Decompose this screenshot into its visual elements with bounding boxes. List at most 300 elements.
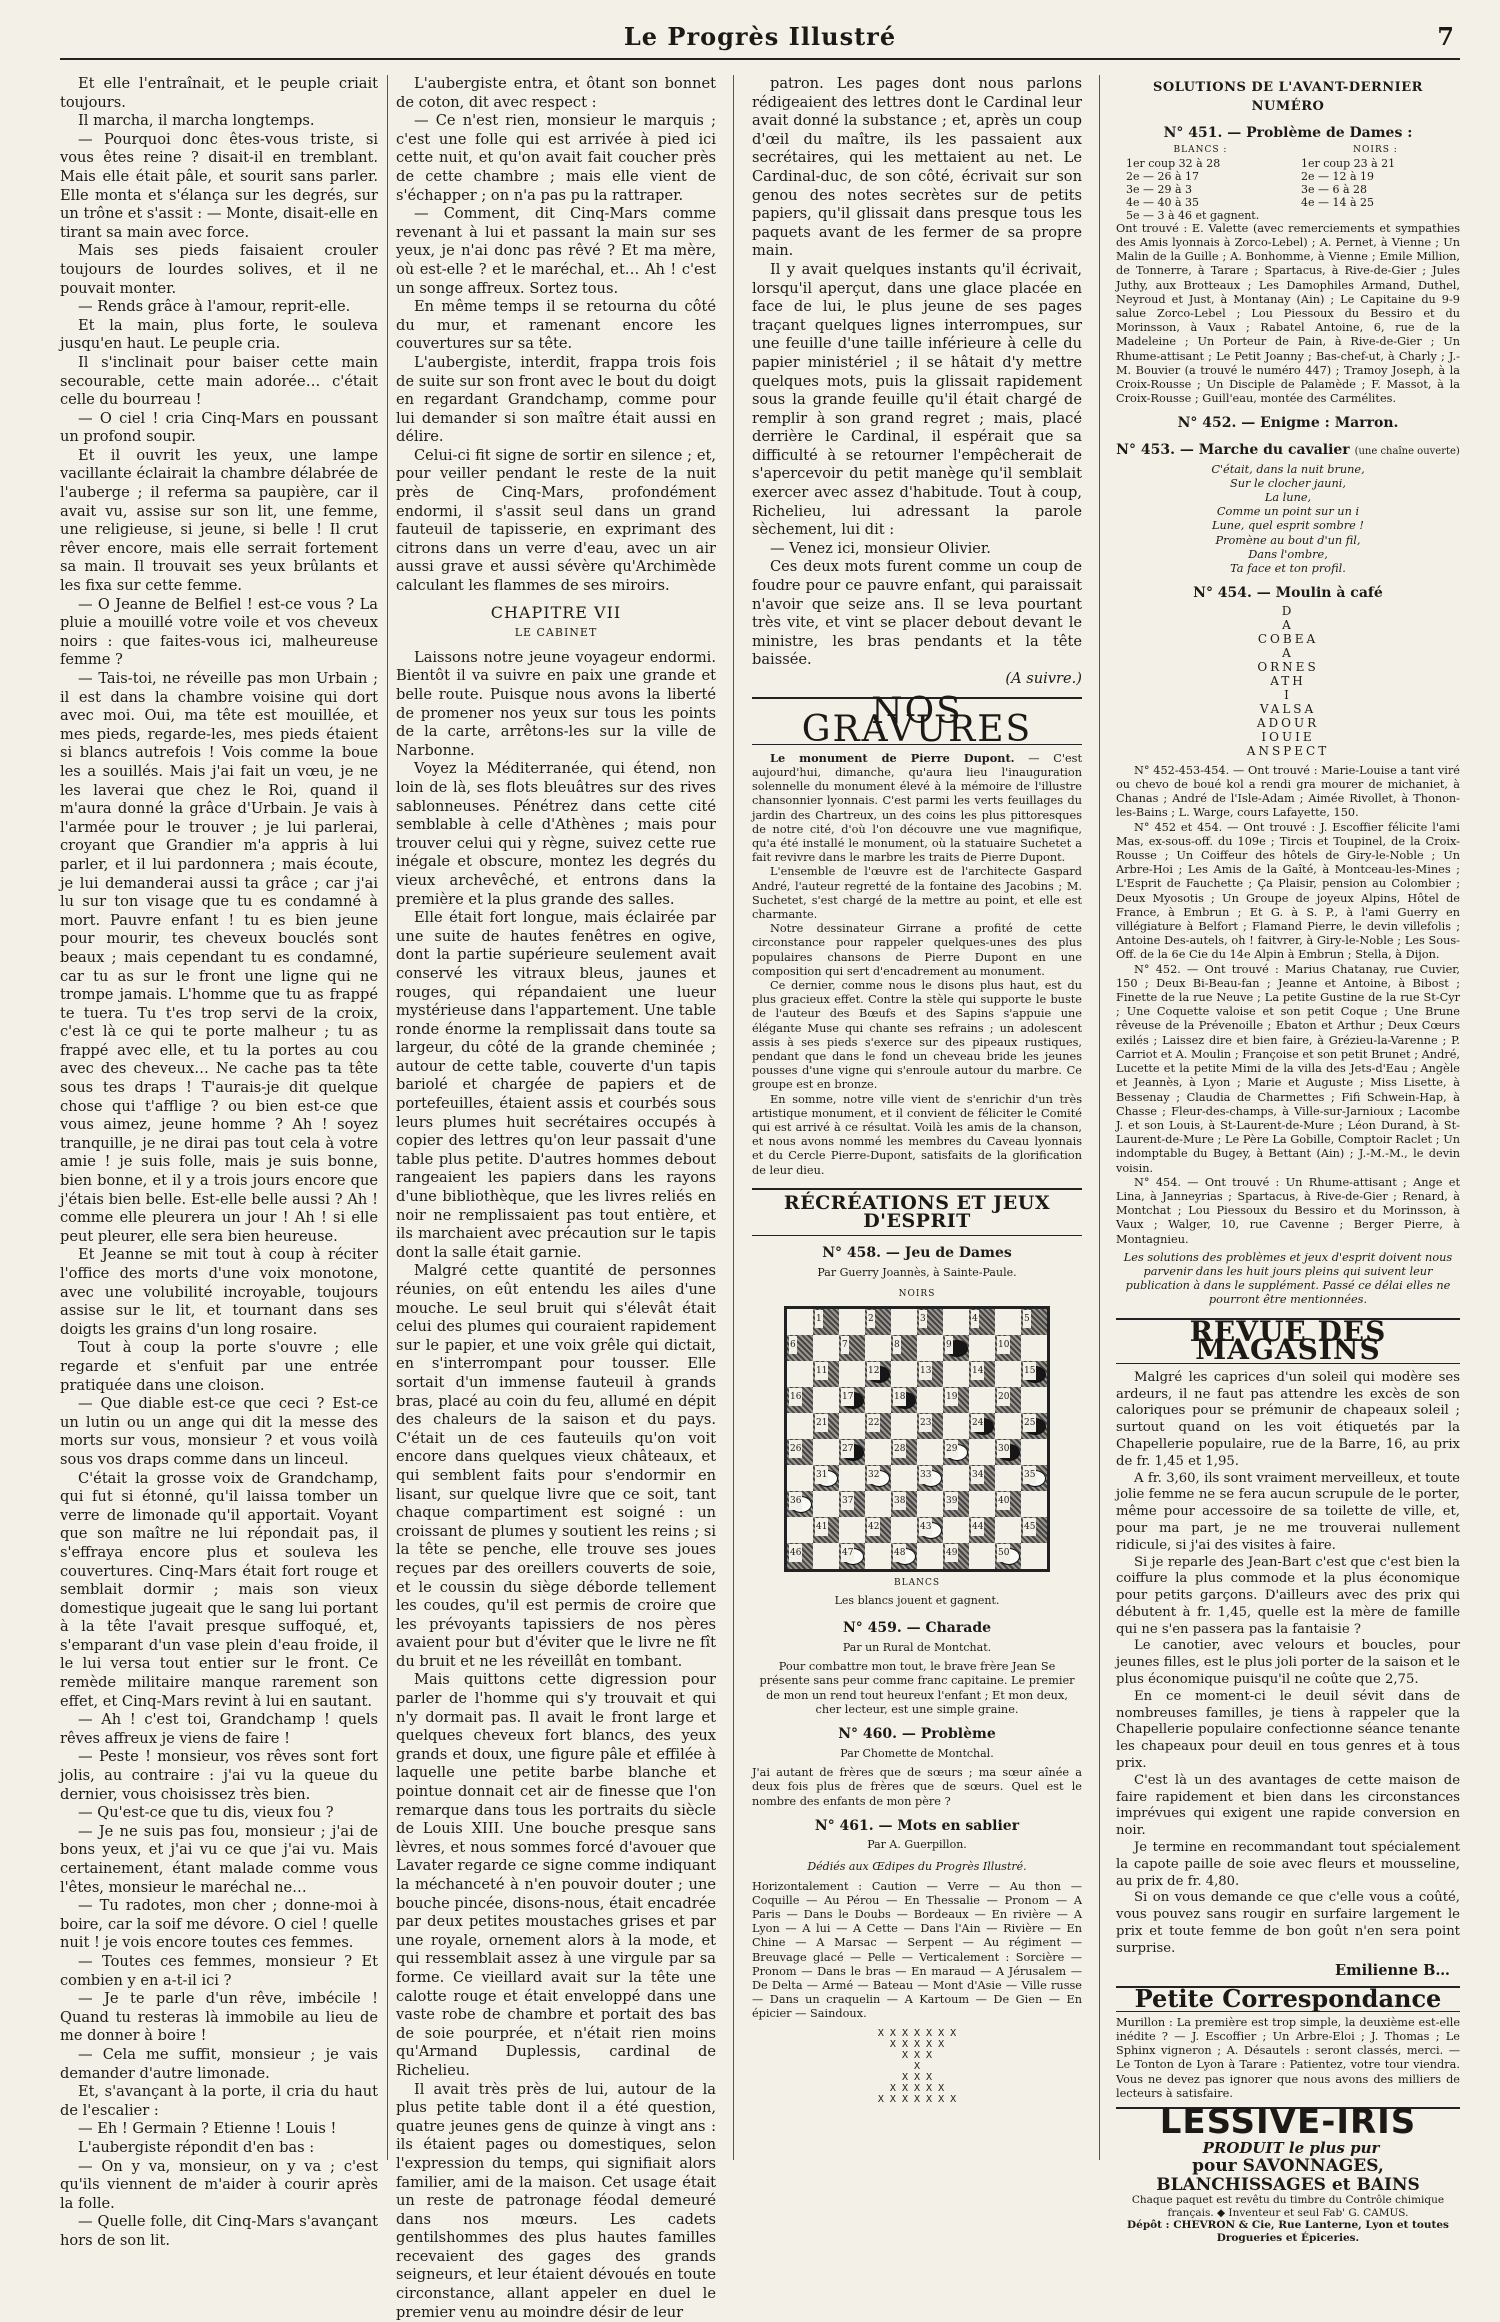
board-square-light [943,1361,969,1387]
gravures-paragraph: Notre dessinateur Girrane a profité de cette circonstance pour rappeler quelques-unes des plus populaires chansons de Pierre Dupont en une composition qui sert d'encadrement au monument. [752,922,1082,978]
hourglass-row: X X X [901,2049,933,2061]
board-square-light [865,1387,891,1413]
serial-paragraph: Tout à coup la porte s'ouvre ; elle regarde et s'enfuit par une entrée pratiquée dans une cloison. [60,1339,378,1394]
square-number: 17 [841,1388,854,1407]
square-number: 20 [997,1388,1010,1407]
square-number: 26 [789,1440,802,1459]
board-square-dark [865,1517,891,1543]
board-square-dark [995,1439,1021,1465]
board-square-light [995,1361,1021,1387]
board-square-dark [917,1361,943,1387]
board-square-dark [839,1439,865,1465]
board-square-light [943,1413,969,1439]
serial-paragraph: Mais quittons cette digression pour parler de l'homme qui s'y trouvait et qui n'y dormait pas. Il avait le front large et quelques cheveux fort blancs, des yeux grands et doux, une figure pâle et effilée à laquelle une petite barbe blanche et pointue donnait cet air de finesse que l'on remarque dans tous les portraits du siècle de Louis XIII. Une bouche presque sans lèvres, et nous sommes forcé d'avouer que Lavater regarde ce signe comme indiquant la méchanceté à n'en pouvoir douter ; une bouche pincée, disons-nous, était encadrée par deux petites moustaches grises et par une royale, ornement alors à la mode, et qui ressemblait assez à une virgule par sa forme. Ce vieillard avait sur la tête une calotte rouge et était enveloppé dans une vaste robe de chambre et portait des bas de soie pourprée, et n'était rien moins qu'Armand Duplessis, cardinal de Richelieu. [396,1671,716,2079]
square-number: 43 [919,1518,932,1537]
board-square-dark [995,1335,1021,1361]
serial-paragraph: — Peste ! monsieur, vos rêves sont fort jolis, au contraire : j'ai vu la queue du dernier, vous choisissez très bien. [60,1748,378,1803]
winners-paragraph: N° 452. — Ont trouvé : Marius Chatanay, rue Cuvier, 150 ; Deux Bi-Beau-fan ; Jeanne et Antoine, à Bibost ; Finette de la rue Neuve ; La petite Gustine de la rue St-Cyr ; Une Coquette valoise et son petit Coque ; Une Brune rêveuse de la Prévenoille ; Ebaton et Arthur ; Deux Cœurs exilés ; Laissez dire et bien faire, à Grézieu-la-Varenne ; P. Carriot et A. Moulin ; Françoise et son petit Brunet ; André, Lucette et la petite Mimi de la villa des Jets-d'Eau ; Angèle et Jeannès, à Lyon ; Marie et Auguste ; Miss Lisette, à Bessenay ; Claudia de Charmettes ; Fifi Schwein-Hap, à Chasse ; Fleur-des-champs, à Ville-sur-Jarnioux ; Lacombe J. et son Louis, à St-Laurent-de-Mure ; Léon Durand, à St-Laurent-de-Mure ; Le Père La Gobille, Comptoir Raclet ; Un indomptable du Bugey, à Bettant (Ain) ; J.-M.-M., le devin voisin. [1116,962,1460,1175]
board-square-dark [839,1387,865,1413]
to-be-continued: (A suivre.) [1005,670,1082,687]
square-number: 8 [893,1336,901,1355]
board-square-light [891,1413,917,1439]
board-square-dark [969,1517,995,1543]
puzzle-460-text: J'ai autant de frères que de sœurs ; ma sœur aînée a deux fois plus de frères que de sœurs. Quel est le nombre des enfants de mon père ? [752,1766,1082,1808]
board-square-light [839,1413,865,1439]
revue-paragraphs [1116,1370,1460,1958]
puzzle-459-title: N° 459. — Charade [842,1620,992,1637]
board-square-light [891,1517,917,1543]
board-square-light [865,1335,891,1361]
ad-brand: LESSIVE-IRIS [1159,2102,1417,2143]
square-number: 1 [815,1310,823,1329]
serial-paragraph: En même temps il se retourna du côté du mur, et ramenant encore les couvertures sur sa tête. [396,298,716,353]
square-number: 30 [997,1440,1010,1459]
column-rule [1099,75,1100,2160]
board-square-dark [891,1491,917,1517]
board-square-light [917,1387,943,1413]
move-list [1126,157,1275,222]
serial-paragraph: — Tu radotes, mon cher ; donne-moi à boire, car la soif me dévore. O ciel ! quelle nuit ! je vois encore toutes ces femmes. [60,1897,378,1952]
board-square-light [865,1439,891,1465]
serial-paragraph: Il y avait quelques instants qu'il écrivait, lorsqu'il aperçut, dans une glace placée en face de lui, le plus jeune de ses pages traçant quelques lignes interrompues, sur une feuille d'une taille inférieure à celle du papier ministériel ; il se hâtait d'y mettre quelques mots, puis la glissait rapidement sous la grande feuille qu'il était chargé de remplir à son grand regret ; mais, placé derrière le Cardinal, il espérait que sa difficulté à se retourner l'empêcherait de s'apercevoir du petit manège qu'il semblait exercer avec assez d'habitude. Tout à coup, Richelieu, lui adressant la parole sèchement, lui dit : [752,260,1082,539]
serial-paragraph: C'était la grosse voix de Grandchamp, qui fut si étonné, qu'il laissa tomber un verre de limonade qu'il apportait. Voyant que son maître ne lui répondait pas, il s'effraya encore plus et souleva les couvertures. Cinq-Mars était fort rouge et semblait dormir ; mais son vieux domestique jugeait que le sang lui portant à la tête l'avait presque suffoqué, et, s'emparant d'un vase plein d'eau froide, il le lui versa tout entier sur le front. Ce remède militaire manque rarement son effet, et Cinq-Mars revint à lui en sautant. [60,1469,378,1710]
board-square-light [943,1465,969,1491]
serial-paragraph: L'aubergiste répondit d'en bas : [78,2138,315,2156]
board-square-dark [1021,1465,1047,1491]
board-square-light [969,1543,995,1569]
square-number: 23 [919,1414,932,1433]
board-square-dark [1021,1309,1047,1335]
move-line: 4e — 40 à 35 [1126,195,1200,209]
square-number: 9 [945,1336,953,1355]
square-number: 44 [971,1518,984,1537]
board-square-dark [917,1517,943,1543]
serial-paragraph: patron. Les pages dont nous parlons rédigeaient des lettres dont le Cardinal leur avait donné la substance ; et, après un coup d'œil du maître, ils les passaient aux secrétaires, qui les mettaient au net. Le Cardinal-duc, de son côté, écrivait sur son genou des notes secrètes sur de petits papiers, qu'il glissait dans presque tous les paquets avant de les fermer de sa propre main. [752,75,1082,260]
move-line: 1er coup 32 à 28 [1126,156,1221,170]
board-square-dark [891,1543,917,1569]
serial-paragraph: L'aubergiste, interdit, frappa trois fois de suite sur son front avec le bout du doigt en regardant Grandchamp, comme pour lui demander si son maître était aussi en délire. [396,353,716,446]
moulin-line: ANSPECT [1246,743,1330,758]
move-line: 2e — 26 à 17 [1126,169,1200,183]
hourglass-row: X X X X X [889,2038,945,2050]
serial-paragraph: — Que diable est-ce que ceci ? Est-ce un lutin ou un ange qui dit la messe des morts sur vous, monsieur ? et vous voilà sous vos draps comme dans un linceul. [60,1395,378,1468]
puzzle-459-author: Par un Rural de Montchat. [842,1640,992,1654]
revue-paragraph: Je termine en recommandant tout spécialement la capote paille de soie avec fleurs et mousseline, au prix de fr. 4,80. [1116,1840,1460,1889]
board-square-light [1021,1491,1047,1517]
board-square-light [813,1335,839,1361]
serial-paragraph: Celui-ci fit signe de sortir en silence ; et, pour veiller pendant le reste de la nuit près de Cinq-Mars, profondément endormi, il s'assit seul dans un grand fauteuil de tapisserie, en exprimant des citrons dans un verre d'eau, avec un air aussi grave et aussi sévère qu'Archimède calculant les flammes de ses miroirs. [396,446,716,595]
solution-454-figure [1116,604,1460,758]
revue-paragraph: Si je reparle des Jean-Bart c'est que c'est bien la coiffure la plus commode et la plus économique pour petits garçons. D'ailleurs avec des prix qui débutent à fr. 1,45, quelle est la mère de famille qui ne s'en passera pas la fantaisie ? [1116,1554,1460,1637]
board-square-light [787,1517,813,1543]
puzzle-458-title: N° 458. — Jeu de Dames [822,1245,1012,1262]
verse-line: La lune, [1264,491,1312,505]
board-square-light [995,1465,1021,1491]
serial-paragraph: Et il ouvrit les yeux, une lampe vacillante éclairait la chambre délabrée de l'auberge ; il referma sa paupière, car il avait vu, assise sur son lit, une femme, une religieuse, si jeune, si belle ! Il crut rêver encore, mais elle serrait fortement sa main. Il trouvait ses yeux brûlants et les fixa sur cette femme. [60,446,378,595]
serial-paragraph: L'aubergiste entra, et ôtant son bonnet de coton, dit avec respect : [396,75,716,111]
board-square-dark [943,1491,969,1517]
moulin-line: A [1282,617,1294,632]
solution-453-note: (une chaîne ouverte) [1354,446,1460,458]
board-square-dark [943,1543,969,1569]
square-number: 12 [867,1362,880,1381]
moulin-line: I [1284,687,1292,702]
square-number: 2 [867,1310,875,1329]
board-square-light [917,1335,943,1361]
serial-paragraphs [752,75,1082,670]
move-list [1301,157,1450,209]
hourglass-row: X X X [901,2071,933,2083]
board-square-light [1021,1387,1047,1413]
square-number: 19 [945,1388,958,1407]
board-square-dark [995,1543,1021,1569]
serial-paragraph: — Comment, dit Cinq-Mars comme revenant à lui et passant la main sur ses yeux, je n'ai donc pas rêvé ? Et ma mère, où est-elle ? et le maréchal, et… Ah ! c'est un songe affreux. Sortez tous. [396,205,716,297]
hourglass-row: X [913,2060,921,2072]
board-square-light [839,1465,865,1491]
moulin-line: D [1281,603,1295,618]
column-rule [733,75,734,2160]
board-square-light [787,1361,813,1387]
serial-paragraph: — Eh ! Germain ? Etienne ! Louis ! [78,2120,337,2138]
serial-paragraphs [60,75,378,2250]
ad-guarantee: Chaque paquet est revêtu du timbre du Contrôle chimique français. ◆ Inventeur et seul Fab' G. CAMUS. [1131,2194,1445,2219]
board-square-light [813,1439,839,1465]
board-square-dark [891,1335,917,1361]
board-square-dark [969,1465,995,1491]
board-square-light [969,1387,995,1413]
serial-paragraph: Et Jeanne se mit tout à coup à réciter l'office des morts d'une voix monotone, avec une volubilité incroyable, toujours assise sur le lit, et tournant dans ses doigts les grains d'un long rosaire. [60,1246,378,1338]
square-number: 31 [815,1466,828,1485]
square-number: 15 [1023,1362,1036,1381]
serial-paragraph: Et, s'avançant à la porte, il cria du haut de l'escalier : [60,2083,378,2119]
square-number: 34 [971,1466,984,1485]
blancs-moves [1126,144,1275,222]
gravures-paragraph: En somme, notre ville vient de s'enrichir d'un très artistique monument, et il convient de féliciter le Comité qui est arrivé à ce résultat. Voilà les amis de la chanson, et nous avons nommé les membres du Caveau lyonnais et du Cercle Pierre-Dupont, satisfaits de la glorification de leur dieu. [752,1092,1082,1177]
verse-line: Lune, quel esprit sombre ! [1212,519,1364,533]
board-square-dark [813,1309,839,1335]
board-square-light [787,1465,813,1491]
board-square-dark [917,1309,943,1335]
board-square-dark [943,1387,969,1413]
board-square-light [943,1309,969,1335]
square-number: 3 [919,1310,927,1329]
moulin-line: ATH [1270,673,1306,688]
ad-uses: pour SAVONNAGES, BLANCHISSAGES et BAINS [1156,2156,1420,2195]
serial-paragraphs [396,75,716,596]
square-number: 21 [815,1414,828,1433]
moulin-line: COBEA [1257,631,1319,646]
serial-paragraph: Il marcha, il marcha longtemps. [78,112,315,130]
serial-paragraph: Malgré cette quantité de personnes réunies, on eût entendu les ailes d'une mouche. Le seul bruit qui s'élevât était celui des plumes qui couraient rapidement sur le papier, et une voix grêle qui dictait, en s'interrompant pour tousser. Elle sortait d'un immense fauteuil à grands bras, placé au coin du feu, allumé en dépit des chaleurs de la saison et du pays. C'était un de ces fauteuils qu'on voit encore dans quelques vieux châteaux, et qui semblent faits pour s'endormir en lisant, sur quelque livre que ce soit, tant chaque compartiment est soigné : un croissant de plumes y soutient les reins ; si la tête se penche, elle trouve ses joues reçues par des oreillers couverts de soie, et le coussin du siège déborde tellement les coudes, qu'il est permis de croire que les prévoyants tapissiers de nos pères avaient pour but d'éviter que le livre ne fît du bruit et ne les réveillât en tombant. [396,1262,716,1670]
board-square-dark [917,1465,943,1491]
square-number: 36 [789,1492,802,1511]
square-number: 28 [893,1440,906,1459]
board-square-dark [813,1361,839,1387]
square-number: 29 [945,1440,958,1459]
square-number: 22 [867,1414,880,1433]
puzzle-460-title: N° 460. — Problème [838,1726,996,1743]
hourglass-row: X X X X X X X [877,2093,957,2105]
hourglass-grid [752,2028,1082,2105]
verse-line: Promène au bout d'un fil, [1215,533,1361,547]
square-number: 41 [815,1518,828,1537]
square-number: 47 [841,1544,854,1563]
revue-paragraph: Le canotier, avec velours et boucles, pour jeunes filles, est le plus joli porter de la saison et le plus économique puisqu'il ne coûte que 2,75. [1116,1638,1460,1688]
winners-paragraph: N° 452-453-454. — Ont trouvé : Marie-Louise a tant viré ou chevo de boué kol a rendi gra mourer de michaniet, à Chanas ; André de l'Isle-Adam ; Aimée Rivollet, à Thonon-les-Bains ; L. Warge, cours Lafayette, 150. [1116,763,1460,820]
hourglass-row: X X X X X [889,2082,945,2094]
hourglass-row: X X X X X X X [877,2027,957,2039]
board-square-light [787,1413,813,1439]
puzzle-461-author: Par A. Guerpillon. [867,1838,967,1852]
square-number: 40 [997,1492,1010,1511]
board-square-dark [943,1335,969,1361]
puzzle-458-caption: Les blancs jouent et gagnent. [834,1594,1000,1608]
page-number: 7 [1437,22,1454,51]
solution-451-title: N° 451. — Problème de Dames : [1163,125,1413,142]
board-square-light [1021,1439,1047,1465]
serial-paragraph: — O ciel ! cria Cinq-Mars en poussant un profond soupir. [60,409,378,446]
winners-paragraph: N° 454. — Ont trouvé : Un Rhume-attisant ; Ange et Lina, à Janneyrias ; Spartacus, à Rive-de-Gier ; Renard, à Montchat ; Lou Piessoux du Bessiro et du Morinsson, à Vaux ; Walger, 10, rue Cavenne ; Berger Pierre, à Montagnieu. [1116,1175,1460,1246]
serial-paragraph: — O Jeanne de Belfiel ! est-ce vous ? La pluie a mouillé votre voile et vos cheveux noirs : que faites-vous ici, malheureuse femme ? [60,595,378,669]
square-number: 14 [971,1362,984,1381]
board-square-light [891,1309,917,1335]
square-number: 49 [945,1544,958,1563]
serial-paragraph: Laissons notre jeune voyageur endormi. Bientôt il va suivre en paix une grande et belle route. Puisque nous avons la liberté de promener nos yeux sur tous les points de la carte, arrêtons-les sur la ville de Narbonne. [396,648,716,759]
move-line: 3e — 6 à 28 [1300,182,1368,196]
board-square-light [1021,1335,1047,1361]
board-square-dark [813,1413,839,1439]
serial-paragraph: Et elle l'entraînait, et le peuple criait toujours. [60,75,378,111]
board-square-dark [995,1491,1021,1517]
solution-454-title: N° 454. — Moulin à café [1193,585,1383,602]
board-square-dark [865,1309,891,1335]
noirs-moves [1301,144,1450,222]
board-square-dark [865,1465,891,1491]
puzzle-461-text: Horizontalement : Caution — Verre — Au thon — Coquille — Au Pérou — En Thessalie — Pronom — A Paris — Dans le Doubs — Bordeaux — En rivière — A Lyon — A lui — A Cette — Dans l'Ain — Rivière — En Chine — A Marsac — Serpent — Au régiment — Breuvage glacé — Pelle — Verticalement : Sorcière — Pronom — Dans le bras — En maraud — A Jérusalem — De Delta — Armé — Bateau — Mont d'Asie — Ville russe — Dans un craquelin — A Kartoum — De Gien — En épicier — Saindoux. [752,1879,1082,2021]
move-line: 1er coup 23 à 21 [1300,156,1396,170]
verse-line: Sur le clocher jauni, [1230,476,1346,490]
puzzle-461-dedication: Dédiés aux Œdipes du Progrès Illustré. [807,1860,1027,1874]
solution-453-title [1116,441,1460,462]
square-number: 37 [841,1492,854,1511]
solutions-notice: Les solutions des problèmes et jeux d'esprit doivent nous parvenir dans les huit jours pleins qui suivent leur publication à dans le supplément. Passé ce délai elles ne pourront être mentionnées. [1123,1250,1453,1307]
serial-paragraph: — Je ne suis pas fou, monsieur ; j'ai de bons yeux, et j'ai vu ce que j'ai vu. Mais certainement, étant malade comme vous l'êtes, monsieur le maréchal ne… [60,1822,378,1896]
column-3 [752,75,1082,2160]
square-number: 4 [971,1310,979,1329]
board-square-dark [1021,1361,1047,1387]
serial-paragraph: — Je te parle d'un rêve, imbécile ! Quand tu resteras là immobile au lieu de me donner à boire ! [60,1990,378,2045]
solution-451-found: Ont trouvé : E. Valette (avec remerciements et sympathies des Amis lyonnais à Zorco-Lebel) ; A. Pernet, à Vienne ; Un Malin de la Guille ; A. Bonhomme, à Vienne ; Emile Million, de Tonnerre, à Tarare ; Spartacus, à Rive-de-Gier ; Jules Juthy, aux Brotteaux ; Les Damophiles Armand, Duthel, Neyroud et Just, à Montanay (Ain) ; Le Capitaine du 9-9 salue Zorco-Lebel ; Lou Piessoux du Bessiro et du Morinsson, à Vaux ; Rabatel Antoine, 6, rue de la Madeleine ; Un Porteur de Pain, à Rive-de-Gier ; Un Rhume-attisant ; Le Petit Joanny ; Bas-chef-ut, à Charly ; J.-M. Bouvier (a trouvé le numéro 447) ; Tramoy Joseph, à la Croix-Rousse ; Un Disciple de Palamède ; F. Massot, à la Croix-Rousse ; Guill'eau, montée des Carmélites. [1116,221,1460,406]
board-square-dark [787,1543,813,1569]
serial-paragraph: Ces deux mots furent comme un coup de foudre pour ce pauvre enfant, qui paraissait n'avoir que seize ans. Il se leva pourtant très vite, et vint se placer debout devant le ministre, les bras pendants et la tête baissée. [752,558,1082,669]
board-square-dark [995,1387,1021,1413]
board-square-dark [787,1387,813,1413]
serial-paragraph: Elle était fort longue, mais éclairée par une suite de hautes fenêtres en ogive, dont la partie supérieure seulement avait conservé les vitraux bleus, jaunes et rouges, qui répandaient une lueur mystérieuse dans l'appartement. Une table ronde énorme la remplissait dans toute sa largeur, du côté de la grande cheminée ; autour de cette table, couverte d'un tapis bariolé et chargée de papiers et de portefeuilles, étaient assis et courbés sous leurs plumes huit secrétaires occupés à copier des lettres qu'on leur passait d'une table plus petite. D'autres hommes debout rangeaient les papiers dans les rayons d'une bibliothèque, que les livres reliés en noir ne remplissaient pas tout entière, et ils marchaient avec précaution sur le tapis dont la salle était garnie. [396,909,716,1261]
serial-paragraph: — Rends grâce à l'amour, reprit-elle. [78,298,351,316]
board-square-dark [917,1413,943,1439]
moulin-line: ORNES [1257,659,1319,674]
square-number: 24 [971,1414,984,1433]
gravures-paragraph: Ce dernier, comme nous le disons plus haut, est du plus gracieux effet. Contre la stèle qui supporte le buste de l'auteur des Bœufs et des Sapins s'appuie une élégante Muse qui chante ses refrains ; un adolescent assis à ses pieds s'exerce sur des pipeaux rustiques, pendant que dans le fond un cheveau bride les jeunes pousses d'une vigne qui s'enroule autour du marbre. Ce groupe est en bronze. [752,979,1082,1092]
square-number: 38 [893,1492,906,1511]
blancs-heading: BLANCS : [1173,144,1228,155]
square-number: 35 [1023,1466,1036,1485]
serial-paragraph: — Pourquoi donc êtes-vous triste, si vous êtes reine ? disait-il en tremblant. Mais elle était pâle, et sourit sans parler. Elle monta et s'élança sur les degrés, sur un trône et s'assit : — Monte, disait-elle en tirant sa main avec force. [60,130,378,241]
serial-paragraph: Il avait très près de lui, autour de la plus petite table dont il a été question, quatre jeunes gens de quinze à vingt ans : ils étaient pages ou domestiques, selon l'expression du temps, qui signifiait alors familier, ami de la maison. Cet usage était un reste de patronage féodal demeuré dans nos mœurs. Les cadets gentilshommes des plus hautes familles recevaient des gages des grands seigneurs, et leur étaient dévoués en toute circonstance, allant appeler en duel le premier venu au moindre désir de leur [396,2080,716,2321]
gravures-article [752,751,1082,1178]
revue-paragraph: A fr. 3,60, ils sont vraiment merveilleux, et toute jolie femme ne se fera aucun scrupule de le porter, même pour accessoire de sa toilette de ville, et, pour ma part, je ne me trouverai nullement ridicule, si j'ai des visites à faire. [1116,1470,1460,1553]
board-square-dark [891,1439,917,1465]
board-square-dark [813,1517,839,1543]
board-label-top: NOIRS [898,1289,936,1300]
board-square-dark [1021,1413,1047,1439]
board-square-light [839,1309,865,1335]
column-4 [1116,75,1460,2244]
winners-paragraph: N° 452 et 454. — Ont trouvé : J. Escoffier félicite l'ami Mas, ex-sous-off. du 109e ; Tircis et Toupinel, de la Croix-Rousse ; Un Coiffeur des hôtels de Giry-le-Noble ; Un Arbre-Hoi ; Les Amis de la Gaîté, à Montceau-les-Mines ; L'Esprit de Fauchette ; Ça Plaisir, pension au Colombier ; Deux Myosotis ; Un Groupe de joyeux Alpins, Hôtel de France, à Embrun ; Et G. à S. P., à l'ami Guerry en villégiature à Belfort ; Flamand Pierre, le devin villefolis ; Antoine Des-autels, oh ! faitvrer, à Giry-le-Noble ; Les Sous-Off. de la 6e Cie du 14e Alpin à Embrun ; Stella, à Dijon. [1116,820,1460,962]
board-square-light [839,1517,865,1543]
board-square-light [943,1517,969,1543]
chapter-subtitle: LE CABINET [514,626,598,640]
board-square-light [813,1491,839,1517]
square-number: 25 [1023,1414,1036,1433]
moulin-line: VALSA [1259,701,1317,716]
puzzle-460-author: Par Chomette de Montchal. [840,1746,994,1760]
ad-headline [1116,2102,1460,2157]
masthead-title: Le Progrès Illustré [623,22,897,51]
board-square-dark [969,1413,995,1439]
puzzle-458-author: Par Guerry Joannès, à Sainte-Paule. [817,1265,1017,1279]
square-number: 16 [789,1388,802,1407]
board-square-dark [813,1465,839,1491]
section-title-gravures: NOS GRAVURES [752,697,1082,745]
revue-signature: Emilienne B… [1335,1961,1450,1979]
move-line: 5e — 3 à 46 et gagnent. [1126,208,1260,222]
revue-paragraph: En ce moment-ci le deuil sévit dans de nombreuses familles, je tiens à rappeler que la Chapellerie populaire confectionne séance tenante les chapeaux pour deuil en tous genres et à tous prix. [1116,1688,1460,1772]
square-number: 18 [893,1388,906,1407]
board-square-dark [787,1491,813,1517]
board-square-light [891,1465,917,1491]
board-square-dark [865,1361,891,1387]
moulin-line: ADOUR [1256,715,1320,730]
board-square-light [969,1335,995,1361]
column-1-serial-text [60,75,378,2249]
board-label-bottom: BLANCS [893,1577,941,1588]
serial-paragraph: — Qu'est-ce que tu dis, vieux fou ? [78,1804,334,1822]
board-square-dark [865,1413,891,1439]
solution-winners [1116,764,1460,1247]
square-number: 11 [815,1362,828,1381]
checkers-board [784,1306,1050,1572]
verse-line: Ta face et ton profil. [1230,562,1346,576]
board-square-light [995,1413,1021,1439]
board-square-light [995,1517,1021,1543]
board-square-light [995,1309,1021,1335]
puzzle-459-text: Pour combattre mon tout, le brave frère Jean Se présente sans peur comme franc capitaine. Le premier de mon un rend tout heureux l'enfant ; Et mon deux, cher lecteur, est une simple graine. [759,1660,1075,1716]
solutions-title: SOLUTIONS DE L'AVANT-DERNIER NUMÉRO [1153,80,1423,114]
verse-line: C'était, dans la nuit brune, [1211,462,1365,476]
board-square-light [813,1543,839,1569]
square-number: 10 [997,1336,1010,1355]
section-title-revue: REVUE DES MAGASINS [1116,1318,1460,1364]
ad-tagline: PRODUIT le plus pur [1202,2138,1380,2157]
solution-452: N° 452. — Enigme : Marron. [1177,415,1399,432]
serial-paragraph: — Ce n'est rien, monsieur le marquis ; c'est une folle qui est arrivée à pied ici cette nuit, et qu'on avait fait coucher près de cette chambre ; mais elle vient de s'échapper ; on n'a pas pu la rattraper. [396,112,716,204]
move-line: 4e — 14 à 25 [1300,195,1375,209]
column-rule [387,75,388,2160]
board-square-light [865,1543,891,1569]
board-square-dark [969,1361,995,1387]
square-number: 33 [919,1466,932,1485]
board-square-dark [969,1309,995,1335]
board-square-light [1021,1543,1047,1569]
column-2-serial-text [396,75,716,2321]
solution-451-moves [1116,144,1460,222]
square-number: 42 [867,1518,880,1537]
serial-paragraphs [396,649,716,2322]
board-square-light [839,1361,865,1387]
serial-paragraph: Il s'inclinait pour baiser cette main secourable, cette main adorée… c'était celle du bourreau ! [60,353,378,409]
serial-paragraph: — Toutes ces femmes, monsieur ? Et combien y en a-t-il ici ? [60,1952,378,1989]
board-square-dark [787,1439,813,1465]
serial-paragraph: Et la main, plus forte, le souleva jusqu'en haut. Le peuple cria. [60,316,378,353]
square-number: 45 [1023,1518,1036,1537]
revue-paragraph: Malgré les caprices d'un soleil qui modère ses ardeurs, il ne faut pas attendre les excès de son caloriques pour se prémunir de chapeaux soleil ; surtout quand on les voit étiquetés par la Chapellerie populaire, rue de la Barre, 16, au prix de fr. 1,45 et 1,95. [1116,1369,1460,1469]
noirs-heading: NOIRS : [1353,144,1398,155]
puzzle-461-title: N° 461. — Mots en sablier [814,1817,1020,1834]
section-title-recreations: RÉCRÉATIONS ET JEUX D'ESPRIT [752,1188,1082,1236]
verse-line: Comme un point sur un i [1216,505,1360,519]
board-square-dark [839,1491,865,1517]
ad-depot: Dépôt : CHEVRON & Cie, Rue Lanterne, Lyon et toutes Drogueries et Épiceries. [1127,2219,1449,2244]
chapter-title: CHAPITRE VII [490,602,622,622]
board-square-dark [891,1387,917,1413]
square-number: 5 [1023,1310,1031,1329]
moulin-line: A [1282,645,1294,660]
board-square-dark [839,1335,865,1361]
serial-paragraph: — Quelle folle, dit Cinq-Mars s'avançant hors de son lit. [60,2213,378,2249]
square-number: 27 [841,1440,854,1459]
square-number: 48 [893,1544,906,1563]
board-square-light [969,1439,995,1465]
serial-paragraph: — Ah ! c'est toi, Grandchamp ! quels rêves affreux je viens de faire ! [60,1711,378,1747]
board-square-light [917,1439,943,1465]
verse-line: Dans l'ombre, [1248,547,1328,561]
solution-453-verse [1116,463,1460,577]
board-square-light [917,1491,943,1517]
board-square-light [813,1387,839,1413]
serial-paragraph: — Venez ici, monsieur Olivier. [770,539,991,557]
revue-paragraph: C'est là un des avantages de cette maison de faire rapidement et bien dans les circonstances imprévues qui exigent une rapide conversion en noir. [1116,1772,1460,1839]
serial-paragraph: Voyez la Méditerranée, qui étend, non loin de là, ses flots bleuâtres sur des rives sablonneuses. Pénétrez dans cette cité semblable à celle d'Athènes ; mais pour trouver celui qui y règne, suivez cette rue inégale et obscure, montez les degrés du vieux archevêché, et entrons dans la première et la plus grande des salles. [396,760,716,908]
serial-paragraph: — On y va, monsieur, on y va ; c'est qu'ils viennent de m'aider à courir après la folle. [60,2157,378,2212]
board-square-dark [1021,1517,1047,1543]
gravures-paragraph: — C'est aujourd'hui, dimanche, qu'aura lieu l'inauguration solennelle du monument élevé à la mémoire de l'illustre chansonnier lyonnais. C'est parmi les verts feuillages du jardin des Chartreux, un des coins les plus pittoresques de notre cité, d'où l'on découvre une vue magnifique, qu'a été installé le monument, où la statuaire Suchetet a fait revivre dans le marbre les traits de Pierre Dupont. [752,751,1082,865]
square-number: 13 [919,1362,932,1381]
page-header [60,18,1460,60]
gravures-paragraph: L'ensemble de l'œuvre est de l'architecte Gaspard André, l'auteur regretté de la fontaine des Jacobins ; M. Suchetet, s'est chargé de la mettre au point, et elle est charmante. [752,865,1082,922]
revue-paragraph: Si on vous demande ce que c'elle vous a coûté, vous pouvez sans rougir en surfaire largement le prix et toute femme de bon goût n'en sera point surprise. [1116,1890,1460,1956]
move-line: 3e — 29 à 3 [1126,182,1193,196]
serial-paragraph: — Cela me suffit, monsieur ; je vais demander d'autre limonade. [60,2045,378,2082]
square-number: 46 [789,1544,802,1563]
correspondance-text: Murillon : La première est trop simple, la deuxième est-elle inédite ? — J. Escoffier ; Un Arbre-Eloi ; J. Thomas ; Le Sphinx vigneron ; A. Désautels : seront classés, merci. — Le Tonton de Lyon à Tarare : Patientez, votre tour viendra. Vous ne devez pas ignorer que nous avons des milliers de lecteurs à satisfaire. [1116,2015,1460,2100]
board-square-dark [839,1543,865,1569]
moulin-line: IOUIE [1261,729,1315,744]
advertisement-lessive-iris [1116,2102,1460,2244]
board-square-dark [943,1439,969,1465]
gravures-lead: Le monument de Pierre Dupont. [770,750,1015,765]
board-square-light [891,1361,917,1387]
